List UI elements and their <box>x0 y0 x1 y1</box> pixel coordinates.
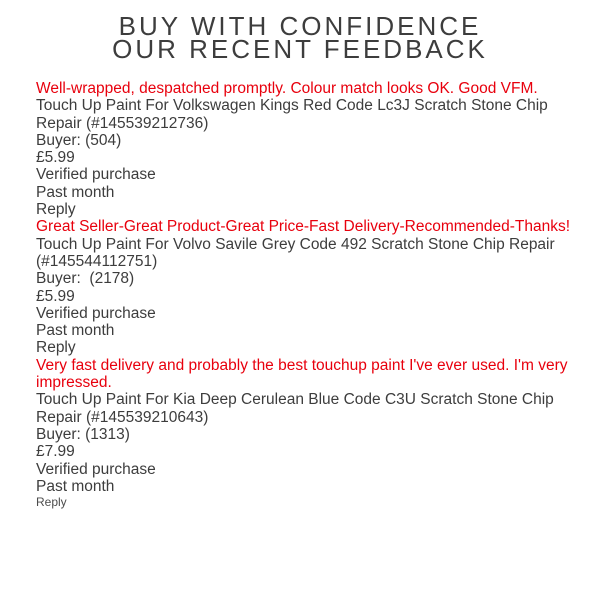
verified-purchase-label: Verified purchase <box>36 166 156 184</box>
reply-button[interactable]: Reply <box>36 339 76 357</box>
feedback-period: Past month <box>36 477 115 495</box>
item-price: £5.99 <box>36 149 75 167</box>
product-title: Touch Up Paint For Volkswagen Kings Red Code Lc3J Scratch Stone Chip Repair (#145539212736) <box>36 97 553 132</box>
feedback-comment: Well-wrapped, despatched promptly. Colour match looks OK. Good VFM. <box>36 80 538 97</box>
reply-button[interactable]: Reply <box>36 201 76 219</box>
feedback-item <box>36 80 584 218</box>
page-title-line-1: BUY WITH CONFIDENCE <box>118 11 482 41</box>
feedback-period: Past month <box>36 183 115 201</box>
reply-button[interactable]: Reply <box>36 495 67 510</box>
product-title: Touch Up Paint For Kia Deep Cerulean Blue Code C3U Scratch Stone Chip Repair (#145539210643) <box>36 391 559 426</box>
product-title: Touch Up Paint For Volvo Savile Grey Code 492 Scratch Stone Chip Repair (#145544112751) <box>36 235 559 270</box>
feedback-item <box>36 218 584 356</box>
feedback-comment: Very fast delivery and probably the best touchup paint I've ever used. I'm very impressed. <box>36 356 572 392</box>
verified-purchase-label: Verified purchase <box>36 460 156 478</box>
feedback-item <box>36 357 584 509</box>
page-title <box>0 0 600 64</box>
verified-purchase-label: Verified purchase <box>36 304 156 322</box>
feedback-period: Past month <box>36 322 115 340</box>
feedback-list <box>0 80 584 509</box>
buyer-info: Buyer: (504) <box>36 131 122 149</box>
page-title-line-2: OUR RECENT FEEDBACK <box>112 34 488 64</box>
buyer-info: Buyer: (2178) <box>36 270 135 288</box>
item-price: £7.99 <box>36 443 75 461</box>
feedback-comment: Great Seller-Great Product-Great Price-Fast Delivery-Recommended-Thanks! <box>36 218 571 236</box>
buyer-info: Buyer: (1313) <box>36 425 130 443</box>
item-price: £5.99 <box>36 287 75 305</box>
